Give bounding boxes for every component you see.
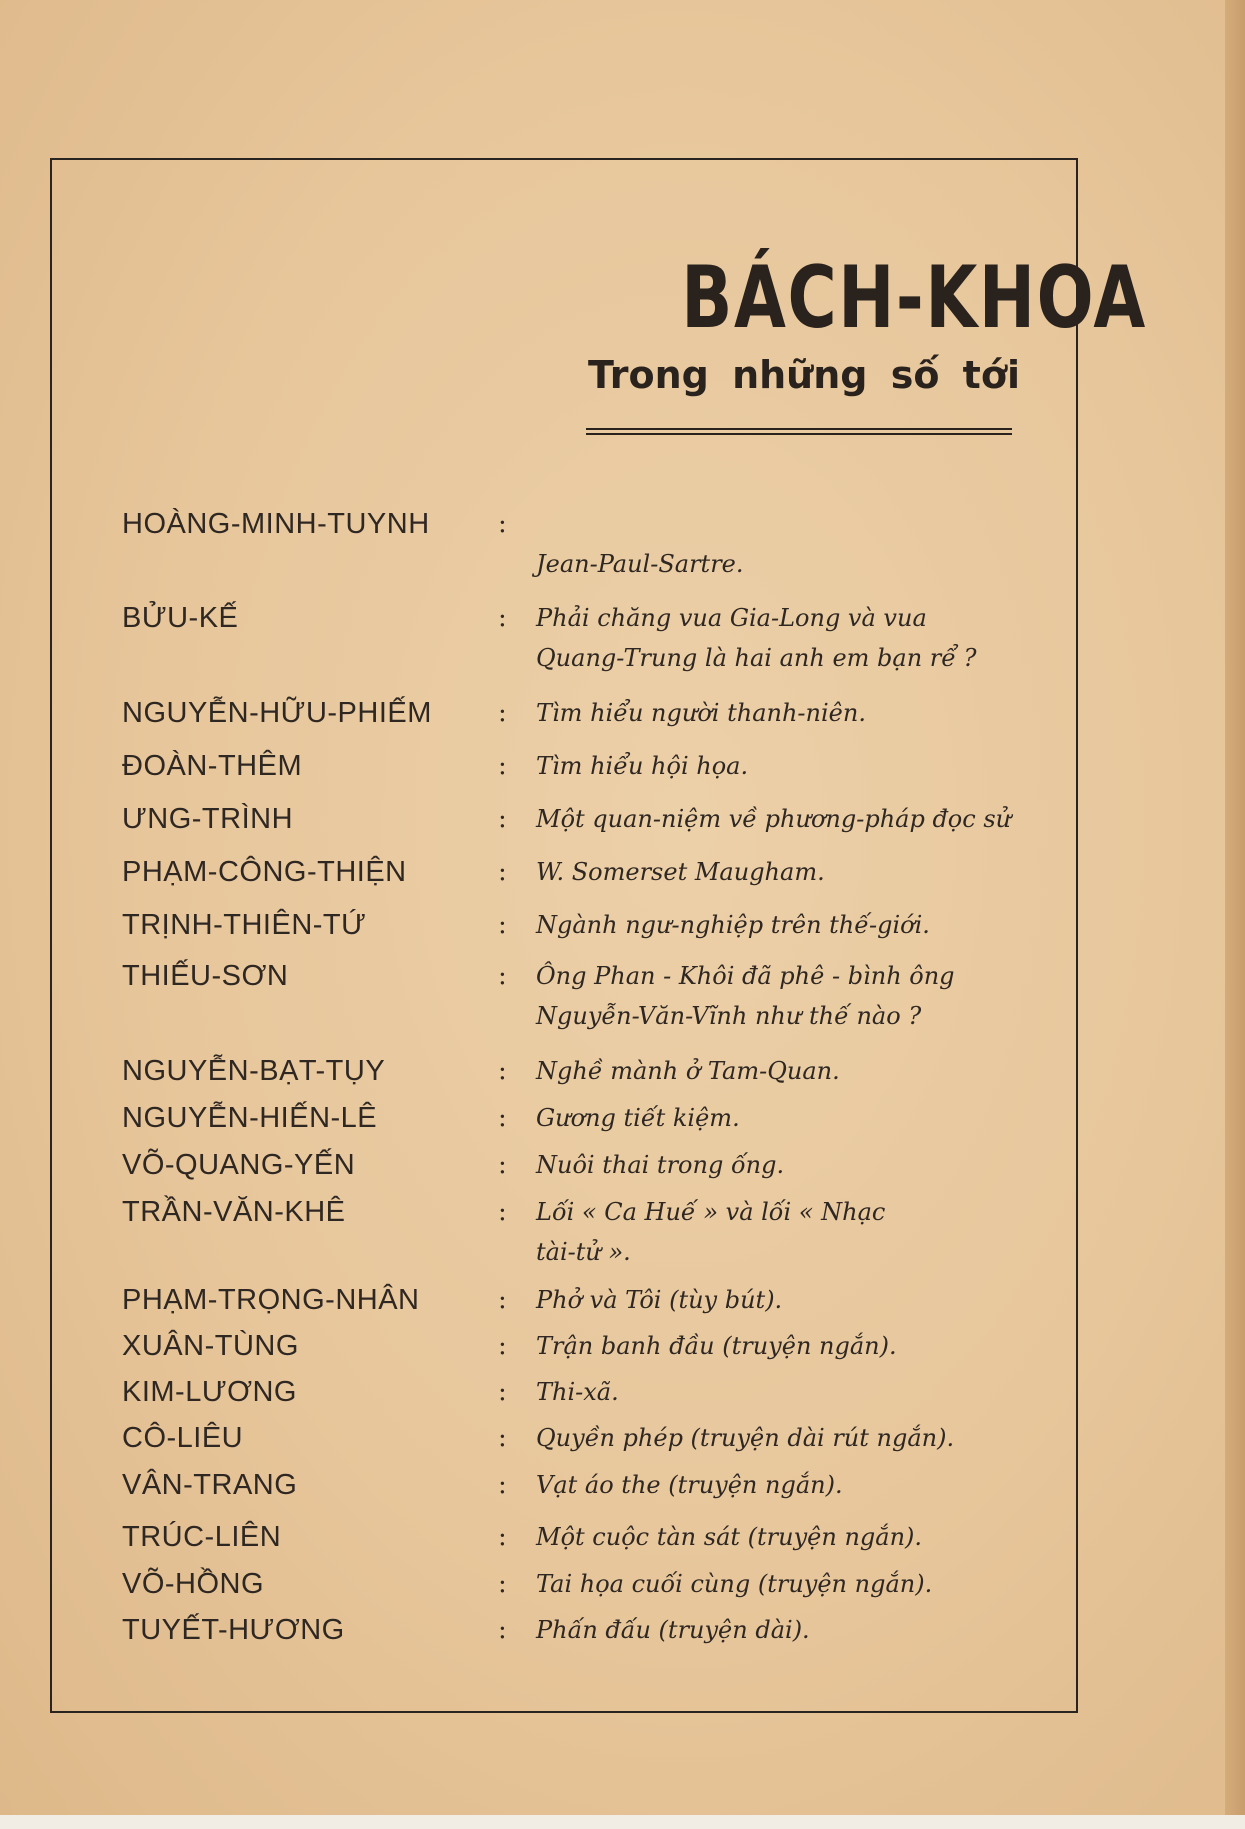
work-title-line: Phải chăng vua Gia-Long và vua (536, 604, 927, 632)
work-title-line: Trận banh đầu (truyện ngắn). (536, 1332, 897, 1360)
separator-colon: : (498, 1285, 507, 1315)
author-name: NGUYỄN-BẠT-TỤY (122, 1055, 386, 1087)
separator-colon: : (498, 1569, 507, 1599)
author-name: NGUYỄN-HIẾN-LÊ (122, 1102, 378, 1134)
separator-colon: : (498, 1197, 507, 1227)
work-title-line: Nguyễn-Văn-Vĩnh như thế nào ? (536, 1002, 922, 1030)
work-title-line: Ông Phan - Khôi đã phê - bình ông (536, 962, 955, 990)
author-name: CÔ-LIÊU (122, 1422, 244, 1454)
work-title-line: Thi-xã. (536, 1378, 619, 1406)
work-title-line: Phấn đấu (truyện dài). (536, 1616, 810, 1644)
separator-colon: : (498, 961, 507, 991)
work-title-line: tài-tử ». (536, 1238, 631, 1266)
separator-colon: : (498, 1615, 507, 1645)
work-title-line: Jean-Paul-Sartre. (536, 550, 744, 578)
author-name: BỬU-KẾ (122, 602, 239, 634)
separator-colon: : (498, 1522, 507, 1552)
work-title-line: Lối « Ca Huế » và lối « Nhạc (536, 1198, 886, 1226)
work-title-line: Phở và Tôi (tùy bút). (536, 1286, 783, 1314)
author-name: NGUYỄN-HỮU-PHIẾM (122, 697, 432, 729)
work-title-line: Tìm hiểu hội họa. (536, 752, 749, 780)
author-name: XUÂN-TÙNG (122, 1330, 299, 1362)
author-name: ĐOÀN-THÊM (122, 750, 303, 782)
separator-colon: : (498, 509, 507, 539)
section-subtitle: Trong những số tới (588, 353, 1020, 397)
work-title-line: Tìm hiểu người thanh-niên. (536, 699, 866, 727)
work-title-line: Một quan-niệm về phương-pháp đọc sử (536, 805, 1012, 833)
separator-colon: : (498, 1103, 507, 1133)
author-name: PHẠM-CÔNG-THIỆN (122, 856, 407, 888)
separator-colon: : (498, 910, 507, 940)
author-name: HOÀNG-MINH-TUYNH (122, 508, 430, 540)
work-title-line: Tai họa cuối cùng (truyện ngắn). (536, 1570, 933, 1598)
magazine-title: BÁCH-KHOA (681, 248, 1147, 348)
author-name: TRẦN-VĂN-KHÊ (122, 1196, 346, 1228)
author-name: TRỊNH-THIÊN-TỨ (122, 909, 367, 941)
separator-colon: : (498, 1423, 507, 1453)
author-name: KIM-LƯƠNG (122, 1376, 297, 1408)
author-name: VÕ-QUANG-YẾN (122, 1149, 356, 1181)
work-title-line: Quyền phép (truyện dài rút ngắn). (536, 1424, 955, 1452)
work-title-line: Nuôi thai trong ống. (536, 1151, 785, 1179)
separator-colon: : (498, 1470, 507, 1500)
separator-colon: : (498, 1056, 507, 1086)
work-title-line: Gương tiết kiệm. (536, 1104, 740, 1132)
separator-colon: : (498, 698, 507, 728)
work-title-line: Quang-Trung là hai anh em bạn rể ? (536, 644, 977, 672)
author-name: THIẾU-SƠN (122, 960, 289, 992)
separator-colon: : (498, 1150, 507, 1180)
work-title-line: Vạt áo the (truyện ngắn). (536, 1471, 843, 1499)
author-name: PHẠM-TRỌNG-NHÂN (122, 1284, 420, 1316)
separator-colon: : (498, 603, 507, 633)
work-title-line: W. Somerset Maugham. (536, 858, 825, 886)
author-name: ƯNG-TRÌNH (122, 803, 294, 835)
separator-colon: : (498, 804, 507, 834)
separator-colon: : (498, 1331, 507, 1361)
separator-colon: : (498, 751, 507, 781)
separator-colon: : (498, 1377, 507, 1407)
work-title-line: Ngành ngư-nghiệp trên thế-giới. (536, 911, 930, 939)
separator-colon: : (498, 857, 507, 887)
work-title-line: Nghề mành ở Tam-Quan. (536, 1057, 840, 1085)
author-name: VÂN-TRANG (122, 1469, 298, 1501)
author-name: VÕ-HỒNG (122, 1568, 265, 1600)
work-title-line: Một cuộc tàn sát (truyện ngắn). (536, 1523, 923, 1551)
author-name: TRÚC-LIÊN (122, 1521, 282, 1553)
author-name: TUYẾT-HƯƠNG (122, 1614, 345, 1646)
